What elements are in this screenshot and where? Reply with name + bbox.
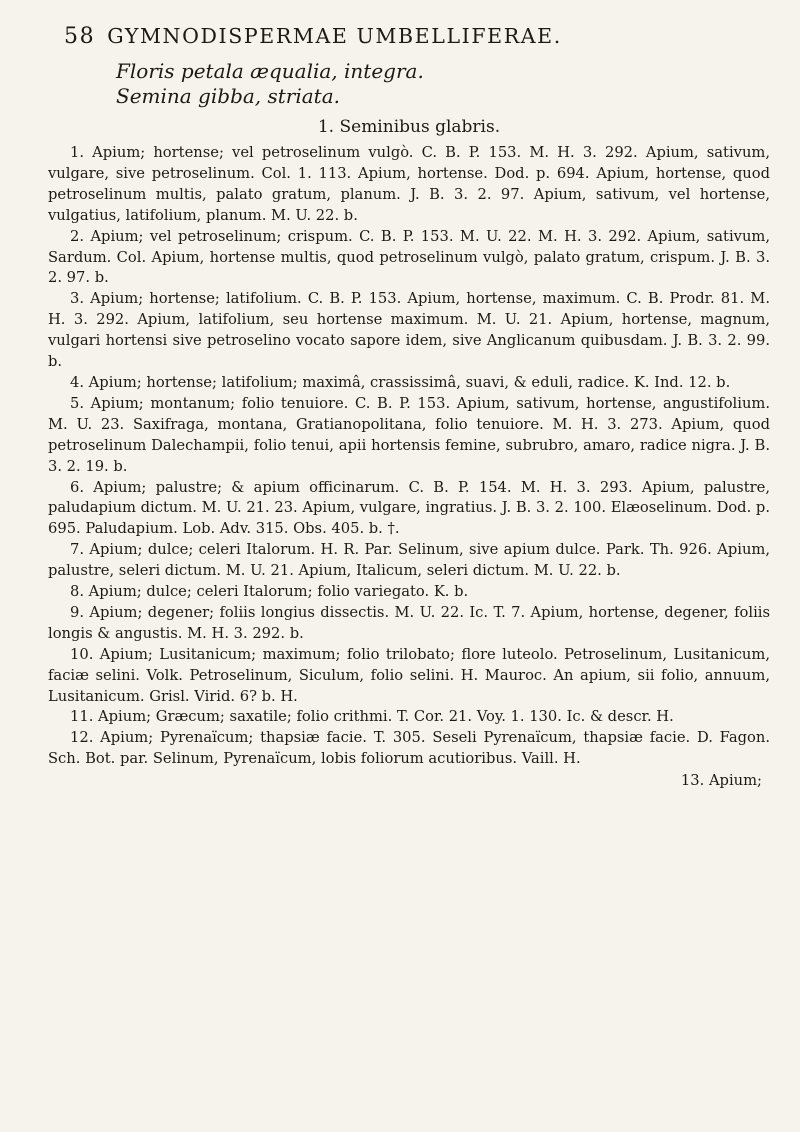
species-entry-9: 9. Apium; degener; foliis longius dissectis. M. U. 22. Ic. T. 7. Apium, hortense, degener, foliis longis & angustis. M. H. 3. 292. b. xyxy=(48,603,770,642)
species-entry-3: 3. Apium; hortense; latifolium. C. B. P. 153. Apium, hortense, maximum. C. B. Prodr. 81. M. H. 3. 292. Apium, latifolium, seu hortense maximum. M. U. 21. Apium, hortense, magnum, vulgari hortensi sive petroselino vocato sapore idem, sive Anglicanum quibusdam. J. B. 3. 2. 99. b. xyxy=(48,290,770,371)
intro-line-petals: Floris petala æqualia, integra. xyxy=(116,59,424,83)
species-entry-7: 7. Apium; dulce; celeri Italorum. H. R. Par. Selinum, sive apium dulce. Park. Th. 926. Apium, palustre, seleri dictum. M. U. 21. Apium, Italicum, seleri dictum. M. U. 22. b. xyxy=(48,541,770,580)
species-list xyxy=(48,143,770,770)
species-entry-2: 2. Apium; vel petroselinum; crispum. C. B. P. 153. M. U. 22. M. H. 3. 292. Apium, sativum, Sardum. Col. Apium, hortense multis, quod petroselinum vulgò, palato gratum, crispum. J. B. 3. 2. 97. b. xyxy=(48,227,770,287)
species-entry-11: 11. Apium; Græcum; saxatile; folio crithmi. T. Cor. 21. Voy. 1. 130. Ic. & descr. H. xyxy=(70,708,674,726)
species-entry-10: 10. Apium; Lusitanicum; maximum; folio trilobato; flore luteolo. Petroselinum, Lusitanicum, faciæ selini. Volk. Petroselinum, Siculum, folio selini. H. Mauroc. An apium, sii folio, annuum, Lusitanicum. Grisl. Virid. 6? b. H. xyxy=(48,645,770,705)
running-title: GYMNODISPERMAE UMBELLIFERAE. xyxy=(107,24,562,48)
species-entry-6: 6. Apium; palustre; & apium officinarum. C. B. P. 154. M. H. 3. 293. Apium, palustre, paludapium dictum. M. U. 21. 23. Apium, vulgare, ingratius. J. B. 3. 2. 100. Elæoselinum. Dod. p. 695. Paludapium. Lob. Adv. 315. Obs. 405. b. †. xyxy=(48,478,770,538)
section-heading: 1. Seminibus glabris. xyxy=(317,117,501,137)
running-head xyxy=(64,24,770,49)
page-number: 58 xyxy=(64,24,96,49)
genus-description xyxy=(116,59,770,109)
species-entry-1: 1. Apium; hortense; vel petroselinum vulgò. C. B. P. 153. M. H. 3. 292. Apium, sativum, vulgare, sive petroselinum. Col. 1. 113. Apium, hortense. Dod. p. 694. Apium, hortense, quod petroselinum multis, palato gratum, planum. J. B. 3. 2. 97. Apium, sativum, vel hortense, vulgatius, latifolium, planum. M. U. 22. b. xyxy=(48,144,770,224)
intro-line-seeds: Semina gibba, striata. xyxy=(116,84,341,108)
species-entry-8: 8. Apium; dulce; celeri Italorum; folio variegato. K. b. xyxy=(70,583,469,601)
species-entry-12: 12. Apium; Pyrenaïcum; thapsiæ facie. T. 305. Seseli Pyrenaïcum, thapsiæ facie. D. Fagon. Sch. Bot. par. Selinum, Pyrenaïcum, lobis foliorum acutioribus. Vaill. H. xyxy=(48,729,770,768)
species-entry-5: 5. Apium; montanum; folio tenuiore. C. B. P. 153. Apium, sativum, hortense, angustifolium. M. U. 23. Saxifraga, montana, Gratianopolitana, folio tenuiore. M. H. 3. 273. Apium, quod petroselinum Dalechampii, folio tenui, apii hortensis femine, subrubro, amaro, radice nigra. J. B. 3. 2. 19. b. xyxy=(48,394,770,475)
catchword: 13. Apium; xyxy=(680,772,762,790)
species-entry-4: 4. Apium; hortense; latifolium; maximâ, crassissimâ, suavi, & eduli, radice. K. Ind. 12. b. xyxy=(70,373,731,391)
